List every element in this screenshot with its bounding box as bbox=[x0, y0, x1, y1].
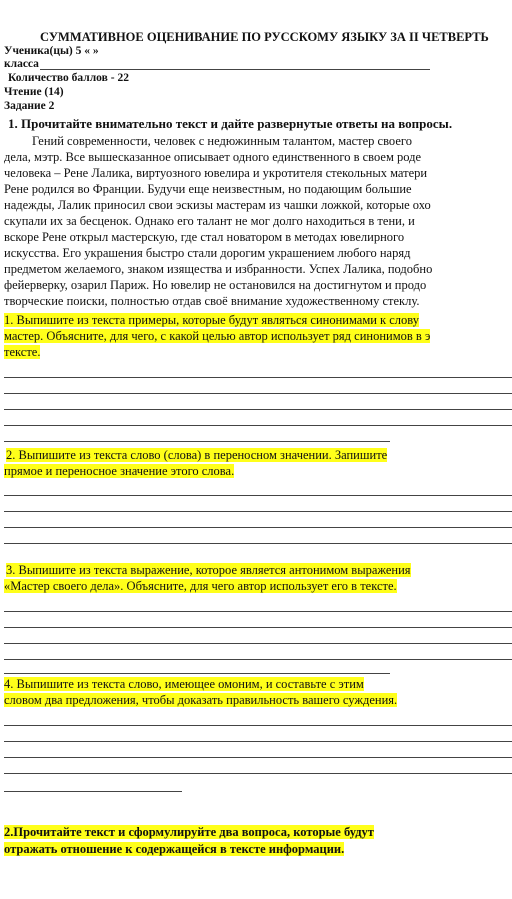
question-1: 1. Выпишите из текста примеры, которые будут являться синонимами к слову bbox=[4, 313, 420, 327]
question-1-line-3: тексте. bbox=[4, 345, 41, 359]
answer-line[interactable] bbox=[4, 611, 512, 612]
text-line: творческие поиски, полностью отдав своё внимание художественному стеклу. bbox=[4, 294, 420, 308]
text-line: искусства. Его украшения быстро стали дорогим украшением любого наряд bbox=[4, 246, 411, 260]
task2-instruction: 2.Прочитайте текст и сформулируйте два вопроса, которые будут bbox=[4, 825, 374, 839]
text-line: надежды, Лалик приносил свои эскизы мастерам из чашки ложкой, которые охо bbox=[4, 198, 431, 212]
text-line: предметом желаемого, знаком изящества и избранности. Успех Лалика, подобно bbox=[4, 262, 433, 276]
answer-line[interactable] bbox=[4, 757, 512, 758]
text-line: фейерверку, озарил Париж. Но ювелир не остановился на достигнутом и продо bbox=[4, 278, 427, 292]
text-line: скупали их за бесценок. Однако его талант не мог долго находиться в тени, и bbox=[4, 214, 415, 228]
task1-heading: 1. Прочитайте внимательно текст и дайте развернутые ответы на вопросы. bbox=[8, 116, 453, 131]
text-line: Рене родился во Франции. Будучи еще неизвестным, но подающим большие bbox=[4, 182, 412, 196]
answer-line[interactable] bbox=[4, 441, 390, 442]
question-3-line-2: «Мастер своего дела». Объясните, для чего автор использует его в тексте. bbox=[4, 579, 397, 593]
points-label: Количество баллов - 22 bbox=[8, 72, 129, 84]
answer-line[interactable] bbox=[4, 773, 512, 774]
answer-line[interactable] bbox=[4, 511, 512, 512]
question-4-line-2: словом два предложения, чтобы доказать правильность вашего суждения. bbox=[4, 693, 398, 707]
text-line: человека – Рене Лалика, виртуозного ювелира и укротителя стекольных матери bbox=[4, 166, 428, 180]
answer-line[interactable] bbox=[4, 791, 182, 792]
answer-line[interactable] bbox=[4, 495, 512, 496]
answer-line[interactable] bbox=[4, 673, 390, 674]
student-name-field: Ученика(цы) 5 « » bbox=[4, 45, 99, 57]
answer-line[interactable] bbox=[4, 543, 512, 544]
answer-line[interactable] bbox=[4, 659, 512, 660]
answer-line[interactable] bbox=[4, 425, 512, 426]
text-line: вскоре Рене открыл мастерскую, где стал новатором в методах ювелирного bbox=[4, 230, 405, 244]
reading-label: Чтение (14) bbox=[4, 86, 64, 98]
question-1-line-2: мастер. Объясните, для чего, с какой целью автор использует ряд синонимов в э bbox=[4, 329, 431, 343]
question-2: 2. Выпишите из текста слово (слова) в переносном значении. Запишите bbox=[6, 448, 388, 462]
answer-line[interactable] bbox=[4, 725, 512, 726]
text-line: дела, мэтр. Все вышесказанное описывает одного единственного в своем роде bbox=[4, 150, 422, 164]
task2-instruction-line-2: отражать отношение к содержащейся в тексте информации. bbox=[4, 842, 345, 856]
answer-line[interactable] bbox=[4, 377, 512, 378]
answer-line[interactable] bbox=[4, 409, 512, 410]
answer-line[interactable] bbox=[4, 643, 512, 644]
task-label: Задание 2 bbox=[4, 100, 55, 112]
answer-line[interactable] bbox=[4, 627, 512, 628]
answer-line[interactable] bbox=[4, 741, 512, 742]
text-line: Гений современности, человек с недюжинным талантом, мастер своего bbox=[32, 134, 412, 148]
class-answer-line[interactable] bbox=[40, 69, 430, 70]
question-3: 3. Выпишите из текста выражение, которое является антонимом выражения bbox=[6, 563, 411, 577]
answer-line[interactable] bbox=[4, 527, 512, 528]
page-title: СУММАТИВНОЕ ОЦЕНИВАНИЕ ПО РУССКОМУ ЯЗЫКУ ЗА II ЧЕТВЕРТЬ bbox=[40, 30, 489, 44]
question-4: 4. Выпишите из текста слово, имеющее омоним, и составьте с этим bbox=[4, 677, 364, 691]
question-2-line-2: прямое и переносное значение этого слова. bbox=[4, 464, 235, 478]
answer-line[interactable] bbox=[4, 393, 512, 394]
class-label: класса bbox=[4, 58, 39, 70]
